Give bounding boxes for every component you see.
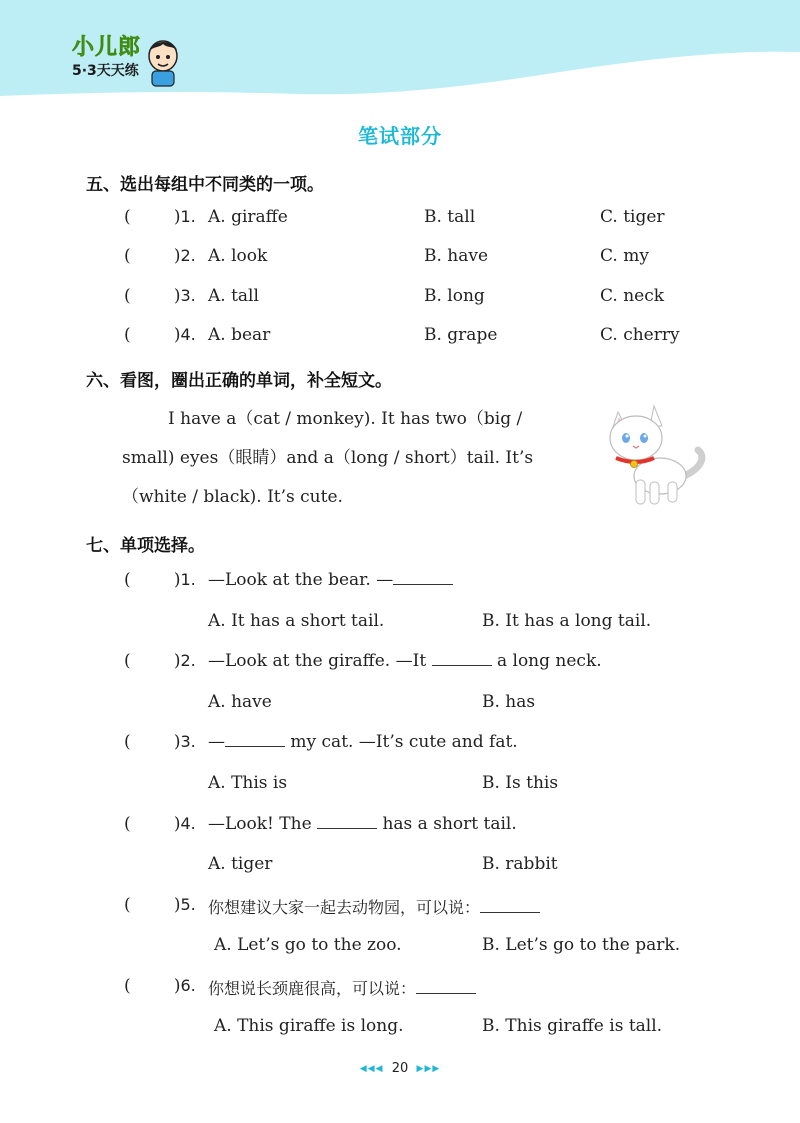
answer-paren[interactable]: ( )1. [124,570,196,590]
question-number: 3. [180,732,196,751]
option-b: B. Is this [482,773,559,793]
question-number: 1. [180,570,196,589]
answer-paren[interactable]: ( )5. [124,895,196,915]
page-footer [0,1061,800,1076]
answer-blank[interactable] [432,651,492,666]
option-a: A. This giraffe is long. [214,1016,404,1036]
option-a: A. giraffe [208,207,288,227]
option-c: C. neck [600,286,665,306]
question-number: 1. [180,207,196,226]
option-c: C. tiger [600,207,665,227]
option-c: C. cherry [600,325,680,345]
question-number: 6. [180,976,196,995]
option-a: A. tall [208,286,259,306]
option-a: A. It has a short tail. [208,611,385,631]
page-title: 笔试部分 [358,124,442,148]
question-number: 5. [180,895,196,914]
question-number: 4. [180,814,196,833]
answer-paren[interactable]: ( )3. [124,286,196,306]
passage-line: I have a（cat / monkey). It has two（big / [168,409,523,429]
option-b: B. It has a long tail. [482,611,652,631]
passage-line: small) eyes（眼睛）and a（long / short）tail. It’s [122,448,534,468]
section-7-heading: 七、单项选择。 [86,536,205,556]
answer-blank[interactable] [416,979,476,994]
question-text: —Look! The has a short tail. [208,814,517,834]
option-a: A. This is [208,773,288,793]
option-b: B. long [424,286,485,306]
question-number: 4. [180,325,196,344]
question-text: —Look at the giraffe. —It a long neck. [208,651,602,671]
answer-paren[interactable]: ( )2. [124,651,196,671]
section-5-heading: 五、选出每组中不同类的一项。 [86,175,324,195]
option-b: B. grape [424,325,498,345]
series-logo-title: 小儿郎 [72,35,142,60]
series-logo-subtitle: 5·3天天练 [72,63,139,79]
answer-paren[interactable]: ( )4. [124,814,196,834]
option-a: A. tiger [208,854,273,874]
answer-paren[interactable]: ( )4. [124,325,196,345]
question-number: 3. [180,286,196,305]
section-6-heading: 六、看图，圈出正确的单词，补全短文。 [86,371,392,391]
question-number: 2. [180,651,196,670]
option-c: C. my [600,246,649,266]
answer-paren[interactable]: ( )2. [124,246,196,266]
option-b: B. Let’s go to the park. [482,935,681,955]
answer-paren[interactable]: ( )6. [124,976,196,996]
option-a: A. bear [208,325,271,345]
question-number: 2. [180,246,196,265]
boy-mascot-icon [143,38,183,88]
answer-blank[interactable] [225,732,285,747]
next-arrows-icon: ▶▶▶ [416,1064,441,1074]
option-b: B. This giraffe is tall. [482,1016,663,1036]
white-cat-icon [598,398,708,510]
question-text: 你想建议大家一起去动物园，可以说： [208,895,540,918]
passage-line: （white / black). It’s cute. [122,487,343,507]
page-number: 20 [391,1061,409,1076]
option-a: A. Let’s go to the zoo. [214,935,402,955]
prev-arrows-icon: ◀◀◀ [359,1064,384,1074]
answer-blank[interactable] [393,570,453,585]
series-logo [72,36,141,80]
option-a: A. have [208,692,272,712]
answer-paren[interactable]: ( )1. [124,207,196,227]
option-a: A. look [208,246,268,266]
answer-blank[interactable] [317,814,377,829]
option-b: B. tall [424,207,476,227]
question-text: —Look at the bear. — [208,570,453,590]
question-text: — my cat. —It’s cute and fat. [208,732,518,752]
option-b: B. have [424,246,489,266]
answer-paren[interactable]: ( )3. [124,732,196,752]
question-text: 你想说长颈鹿很高，可以说： [208,976,476,999]
option-b: B. has [482,692,536,712]
answer-blank[interactable] [480,898,540,913]
option-b: B. rabbit [482,854,558,874]
